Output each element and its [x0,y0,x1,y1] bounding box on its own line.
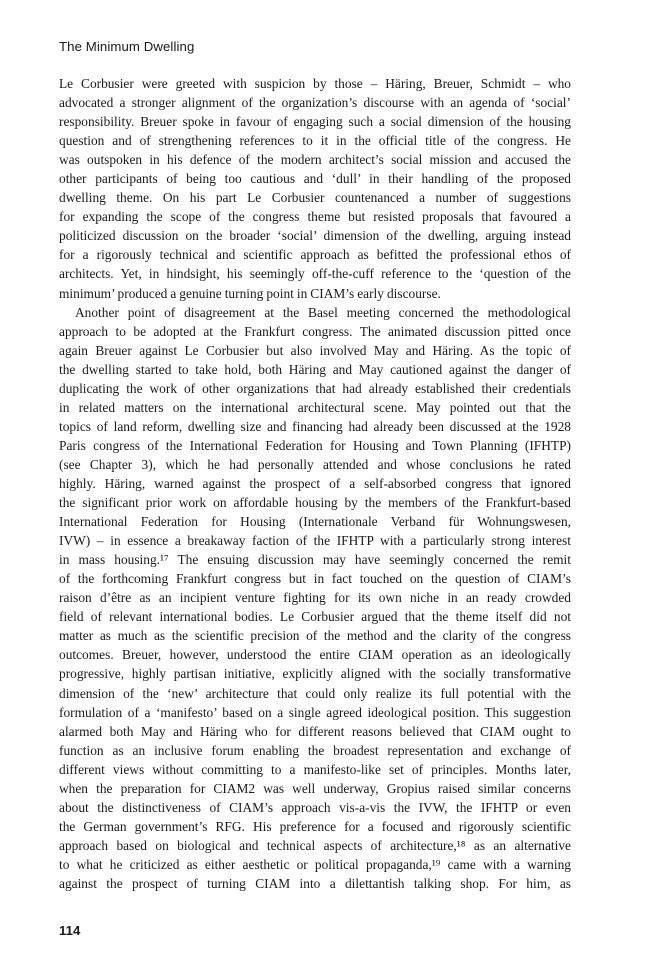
text-line: outcomes. Breuer, however, understood the entire CIAM operation as an ideologically [59,647,571,663]
text-line: approach to be adopted at the Frankfurt congress. The animated discussion pitted once [59,323,571,339]
text-line: other participants of being too cautious and ‘dull’ in their handling of the proposed [59,171,571,187]
text-line: for a rigorously technical and scientific approach as befitted the professional ethos of [59,247,571,263]
text-line: progressive, highly partisan initiative, explicitly aligned with the socially transformative [59,666,571,682]
body-text [59,74,571,893]
text-line: the German government’s RFG. His preference for a focused and rigorously scientific [59,818,571,834]
text-line: function as an inclusive forum enabling the broadest representation and exchange of [59,742,571,758]
text-line: topics of land reform, dwelling size and financing had already been discussed at the 1928 [59,418,571,434]
text-line: question and of strengthening references to it in the official title of the congress. He [59,133,571,149]
page-number: 114 [59,923,81,938]
text-line: architects. Yet, in hindsight, his seemingly off-the-cuff reference to the ‘question of the [59,266,571,282]
text-line: the dwelling started to take hold, both Häring and May cautioned against the danger of [59,361,571,377]
text-line: minimum’ produced a genuine turning point in CIAM’s early discourse. [59,285,441,301]
text-line: IVW) – in essence a breakaway faction of the IFHTP with a particularly strong interest [59,533,571,549]
text-line: advocated a stronger alignment of the organization’s discourse with an agenda of ‘social’ [59,95,571,111]
text-line: matter as much as the scientific precision of the method and the clarity of the congress [59,628,571,644]
text-line: International Federation for Housing (Internationale Verband für Wohnungswesen, [59,514,571,530]
text-line: when the preparation for CIAM2 was well underway, Gropius raised similar concerns [59,780,571,796]
text-line: was outspoken in his defence of the modern architect’s social mission and accused the [59,152,571,168]
text-line: raison d’être as an incipient venture fighting for its own niche in an ready crowded [59,590,571,606]
text-line: Le Corbusier were greeted with suspicion by those – Häring, Breuer, Schmidt – who [59,76,571,91]
text-line: about the distinctiveness of CIAM’s approach vis-a-vis the IVW, the IFHTP or even [59,799,571,815]
text-line: for expanding the scope of the congress theme but resisted proposals that favoured a [59,209,571,225]
text-line: politicized discussion on the broader ‘social’ dimension of the dwelling, arguing instead [59,228,571,244]
running-head: The Minimum Dwelling [59,39,195,54]
text-line: Another point of disagreement at the Basel meeting concerned the methodological [75,304,571,320]
text-line: dwelling theme. On his part Le Corbusier countenanced a number of suggestions [59,190,571,206]
text-line: (see Chapter 3), which he had personally attended and whose conclusions he rated [59,456,571,472]
text-line: to what he criticized as either aesthetic or political propaganda,¹⁹ came with a warning [59,856,571,872]
text-line: in related matters on the international architectural scene. May pointed out that the [59,399,571,415]
text-line: formulation of a ‘manifesto’ based on a single agreed ideological position. This suggestion [59,704,571,720]
text-line: approach based on biological and technical aspects of architecture,¹⁸ as an alternative [59,837,571,853]
text-line: dimension of the ‘new’ architecture that could only realize its full potential with the [59,685,571,701]
text-line: field of relevant international bodies. Le Corbusier argued that the theme itself did not [59,609,571,625]
text-line: the significant prior work on affordable housing by the members of the Frankfurt-based [59,495,571,511]
text-line: highly. Häring, warned against the prospect of a self-absorbed congress that ignored [59,475,571,491]
text-line: against the prospect of turning CIAM into a dilettantish talking shop. For him, as [59,875,571,891]
text-line: of the forthcoming Frankfurt congress but in fact touched on the question of CIAM’s [59,571,571,587]
text-line: again Breuer against Le Corbusier but also involved May and Häring. As the topic of [59,342,571,358]
text-line: alarmed both May and Häring who for different reasons believed that CIAM ought to [59,723,571,739]
text-line: in mass housing.¹⁷ The ensuing discussion may have seemingly concerned the remit [59,552,571,568]
text-line: duplicating the work of other organizations that had already established their credentials [59,380,571,396]
text-line: Paris congress of the International Federation for Housing and Town Planning (IFHTP) [59,437,571,453]
text-line: responsibility. Breuer spoke in favour of engaging such a social dimension of the housing [59,114,571,130]
text-line: different views without committing to a manifesto-like set of principles. Months later, [59,761,571,777]
